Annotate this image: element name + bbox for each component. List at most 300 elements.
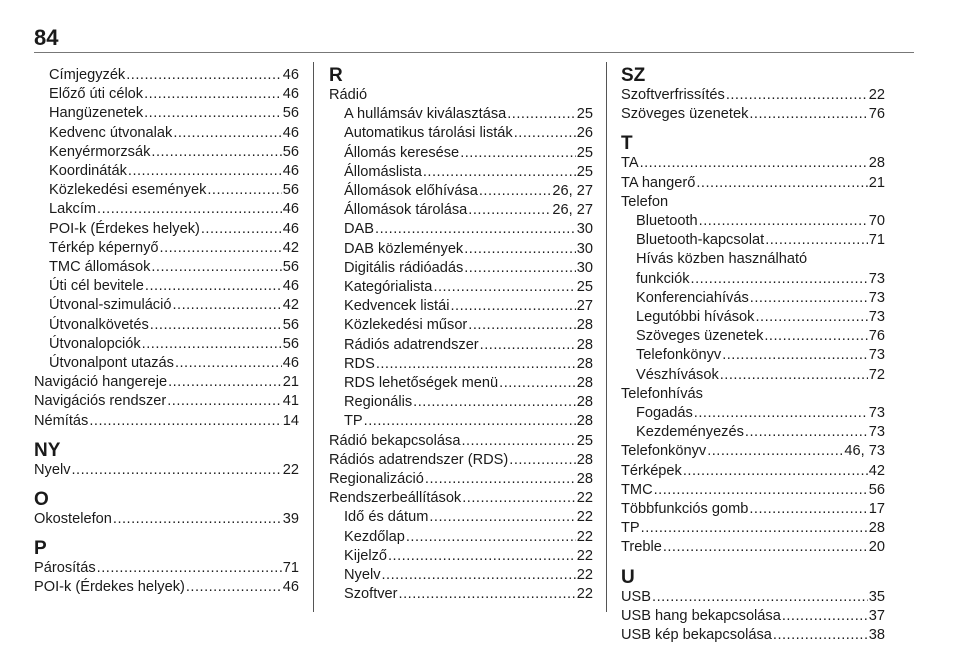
dot-leader bbox=[462, 489, 576, 508]
index-entry bbox=[34, 461, 299, 480]
entry-term: Útvonalopciók bbox=[49, 335, 141, 352]
dot-leader bbox=[406, 528, 576, 547]
index-subentry bbox=[34, 296, 299, 315]
entry-page-number: 56 bbox=[282, 105, 299, 122]
dot-leader bbox=[468, 201, 551, 220]
index-entry bbox=[621, 538, 885, 557]
entry-page-number: 46, 73 bbox=[844, 443, 885, 460]
index-subentry bbox=[329, 528, 593, 547]
entry-term: POI-k (Érdekes helyek) bbox=[49, 220, 200, 237]
entry-page-number: 46 bbox=[282, 355, 299, 372]
index-entry bbox=[621, 607, 885, 626]
entry-term: Kenyérmorzsák bbox=[49, 143, 151, 160]
entry-page-number: 46 bbox=[282, 579, 299, 596]
entry-term: DAB bbox=[344, 221, 375, 238]
index-subentry bbox=[329, 566, 593, 585]
entry-page-number: 56 bbox=[282, 316, 299, 333]
index-column-1 bbox=[34, 66, 299, 598]
index-entry bbox=[329, 489, 593, 508]
index-letter-heading: T bbox=[621, 133, 633, 155]
index-entry bbox=[621, 86, 885, 105]
index-subentry bbox=[34, 162, 299, 181]
entry-page-number: 25 bbox=[576, 144, 593, 161]
dot-leader bbox=[749, 500, 867, 519]
index-letter-heading: SZ bbox=[621, 65, 646, 86]
dot-leader bbox=[186, 578, 282, 597]
entry-page-number: 56 bbox=[868, 481, 885, 498]
entry-page-number: 22 bbox=[868, 87, 885, 103]
entry-term: Kedvencek listái bbox=[344, 298, 450, 315]
entry-term: Előző úti célok bbox=[49, 86, 144, 103]
index-entry bbox=[621, 462, 885, 481]
index-column-2 bbox=[329, 66, 593, 604]
dot-leader bbox=[652, 588, 868, 607]
entry-term: Útvonalkövetés bbox=[49, 316, 149, 333]
entry-term: Állomáslista bbox=[344, 163, 422, 180]
dot-leader bbox=[663, 538, 868, 557]
dot-leader bbox=[175, 354, 282, 373]
entry-term: Vészhívások bbox=[636, 366, 719, 383]
entry-term: Lakcím bbox=[49, 201, 97, 218]
dot-leader bbox=[399, 585, 576, 604]
dot-leader bbox=[172, 296, 281, 315]
index-subentry bbox=[34, 239, 299, 258]
dot-leader bbox=[382, 566, 576, 585]
entry-page-number: 27 bbox=[576, 298, 593, 315]
index-section bbox=[329, 66, 593, 604]
entry-page-number: 73 bbox=[868, 424, 885, 441]
index-section bbox=[621, 134, 885, 557]
index-entry bbox=[621, 385, 885, 404]
entry-page-number: 73 bbox=[868, 405, 885, 422]
entry-term: Fogadás bbox=[636, 405, 693, 422]
index-subentry bbox=[34, 200, 299, 219]
dot-leader bbox=[773, 626, 868, 645]
dot-leader bbox=[641, 519, 868, 538]
entry-term: Kezdőlap bbox=[344, 528, 405, 545]
index-subentry bbox=[329, 585, 593, 604]
index-subentry bbox=[329, 547, 593, 566]
column-divider-2 bbox=[606, 62, 607, 612]
entry-term: funkciók bbox=[636, 270, 690, 287]
entry-term: Nyelv bbox=[344, 567, 381, 584]
index-entry bbox=[621, 500, 885, 519]
dot-leader bbox=[722, 346, 868, 365]
entry-term: TP bbox=[621, 520, 640, 537]
dot-leader bbox=[97, 559, 282, 578]
index-subentry bbox=[329, 508, 593, 527]
index-entry bbox=[34, 559, 299, 578]
entry-page-number: 25 bbox=[576, 163, 593, 180]
index-letter-heading: U bbox=[621, 566, 635, 588]
entry-page-number: 73 bbox=[868, 289, 885, 306]
entry-page-number: 25 bbox=[576, 106, 593, 123]
index-entry bbox=[34, 392, 299, 411]
entry-page-number: 28 bbox=[868, 520, 885, 537]
index-entry bbox=[621, 442, 885, 461]
dot-leader bbox=[142, 335, 282, 354]
entry-term: Szoftverfrissítés bbox=[621, 87, 725, 103]
entry-term: Többfunkciós gomb bbox=[621, 501, 749, 518]
entry-page-number: 46 bbox=[282, 201, 299, 218]
index-subentry bbox=[329, 259, 593, 278]
entry-term: TMC bbox=[621, 481, 653, 498]
dot-leader bbox=[726, 86, 868, 105]
dot-leader bbox=[468, 316, 575, 335]
entry-term: Nyelv bbox=[34, 461, 71, 478]
dot-leader bbox=[480, 336, 576, 355]
index-subentry bbox=[34, 316, 299, 335]
entry-page-number: 28 bbox=[576, 451, 593, 468]
index-letter-heading: NY bbox=[34, 439, 61, 461]
index-subentry bbox=[34, 258, 299, 277]
dot-leader bbox=[749, 105, 867, 124]
entry-term: TMC állomások bbox=[49, 259, 151, 276]
index-subentry bbox=[34, 335, 299, 354]
index-entry bbox=[621, 193, 885, 212]
entry-term: Útvonal-szimuláció bbox=[49, 297, 172, 314]
index-entry bbox=[621, 105, 885, 124]
entry-term: TA bbox=[621, 155, 639, 172]
entry-term: Rádiós adatrendszer (RDS) bbox=[329, 451, 509, 468]
index-subentry bbox=[329, 297, 593, 316]
entry-term: Bluetooth-kapcsolat bbox=[636, 232, 765, 249]
index-subentry bbox=[329, 182, 593, 201]
entry-page-number: 46 bbox=[282, 163, 299, 180]
entry-term: Állomások előhívása bbox=[344, 183, 478, 200]
entry-term: USB kép bekapcsolása bbox=[621, 627, 772, 644]
index-entry bbox=[329, 470, 593, 489]
entry-term: Kategórialista bbox=[344, 279, 433, 296]
dot-leader bbox=[375, 220, 576, 239]
index-entry bbox=[329, 451, 593, 470]
entry-term: Címjegyzék bbox=[49, 67, 126, 83]
entry-page-number: 46 bbox=[282, 278, 299, 295]
dot-leader bbox=[683, 462, 868, 481]
index-section bbox=[34, 539, 299, 597]
entry-term: Digitális rádióadás bbox=[344, 259, 464, 276]
index-subentry bbox=[34, 220, 299, 239]
entry-page-number: 72 bbox=[868, 366, 885, 383]
index-subentry bbox=[621, 327, 885, 346]
entry-page-number: 28 bbox=[576, 394, 593, 411]
dot-leader bbox=[750, 289, 868, 308]
entry-page-number: 26, 27 bbox=[552, 202, 593, 219]
index-subentry bbox=[329, 355, 593, 374]
entry-page-number: 70 bbox=[868, 213, 885, 230]
dot-leader bbox=[425, 470, 576, 489]
entry-term: Szoftver bbox=[344, 586, 398, 603]
dot-leader bbox=[691, 270, 868, 289]
dot-leader bbox=[201, 220, 282, 239]
index-subentry bbox=[621, 308, 885, 327]
entry-term: Regionális bbox=[344, 394, 413, 411]
entry-page-number: 71 bbox=[868, 232, 885, 249]
dot-leader bbox=[128, 162, 282, 181]
dot-leader bbox=[113, 510, 282, 529]
dot-leader bbox=[150, 316, 282, 335]
entry-term: TP bbox=[344, 413, 363, 430]
index-subentry bbox=[329, 412, 593, 431]
dot-leader bbox=[145, 277, 282, 296]
index-subentry bbox=[329, 393, 593, 412]
entry-page-number: 42 bbox=[282, 297, 299, 314]
entry-page-number: 39 bbox=[282, 511, 299, 528]
entry-page-number: 46 bbox=[282, 86, 299, 103]
dot-leader bbox=[507, 105, 576, 124]
entry-page-number: 42 bbox=[868, 462, 885, 479]
entry-page-number: 73 bbox=[868, 309, 885, 326]
dot-leader bbox=[207, 181, 281, 200]
index-entry bbox=[329, 432, 593, 451]
entry-term: Párosítás bbox=[34, 560, 96, 577]
entry-page-number: 30 bbox=[576, 240, 593, 257]
entry-page-number: 56 bbox=[282, 259, 299, 276]
entry-term: Szöveges üzenetek bbox=[636, 328, 764, 345]
index-section bbox=[34, 66, 299, 431]
dot-leader bbox=[168, 373, 282, 392]
index-entry bbox=[621, 154, 885, 173]
index-subentry bbox=[34, 354, 299, 373]
dot-leader bbox=[126, 66, 282, 85]
dot-leader bbox=[755, 308, 867, 327]
dot-leader bbox=[173, 124, 281, 143]
entry-page-number: 26, 27 bbox=[552, 183, 593, 200]
entry-term: Térkép képernyő bbox=[49, 239, 159, 256]
dot-leader bbox=[499, 374, 576, 393]
entry-page-number: 20 bbox=[868, 539, 885, 556]
entry-term: Úti cél bevitele bbox=[49, 278, 144, 295]
entry-term: Kijelző bbox=[344, 547, 387, 564]
entry-term: Állomás keresése bbox=[344, 144, 460, 161]
entry-term: Navigációs rendszer bbox=[34, 393, 167, 410]
entry-term: TA hangerő bbox=[621, 174, 696, 191]
entry-term: Okostelefon bbox=[34, 511, 112, 528]
index-entry bbox=[34, 510, 299, 529]
index-subentry bbox=[329, 144, 593, 163]
entry-page-number: 14 bbox=[282, 412, 299, 429]
dot-leader bbox=[640, 154, 868, 173]
entry-page-number: 21 bbox=[282, 374, 299, 391]
entry-page-number: 76 bbox=[868, 328, 885, 345]
dot-leader bbox=[413, 393, 576, 412]
dot-leader bbox=[429, 508, 575, 527]
dot-leader bbox=[707, 442, 843, 461]
index-entry bbox=[621, 626, 885, 645]
entry-page-number: 28 bbox=[576, 336, 593, 353]
index-section bbox=[621, 66, 885, 124]
index-subentry bbox=[621, 250, 885, 269]
index-subentry bbox=[34, 124, 299, 143]
entry-page-number: 71 bbox=[282, 560, 299, 577]
index-subentry bbox=[34, 181, 299, 200]
index-subentry bbox=[329, 220, 593, 239]
dot-leader bbox=[509, 451, 576, 470]
dot-leader bbox=[167, 392, 282, 411]
index-subentry bbox=[621, 366, 885, 385]
entry-term: Konferenciahívás bbox=[636, 289, 749, 306]
index-subentry bbox=[329, 278, 593, 297]
entry-term: Közlekedési események bbox=[49, 182, 207, 199]
entry-page-number: 22 bbox=[576, 567, 593, 584]
dot-leader bbox=[151, 143, 281, 162]
entry-term: Regionalizáció bbox=[329, 471, 424, 488]
entry-term: USB hang bekapcsolása bbox=[621, 607, 781, 624]
entry-term: Koordináták bbox=[49, 163, 127, 180]
entry-page-number: 56 bbox=[282, 143, 299, 160]
dot-leader bbox=[745, 423, 868, 442]
index-entry bbox=[34, 412, 299, 431]
index-subentry bbox=[621, 270, 885, 289]
entry-term: Rádiós adatrendszer bbox=[344, 336, 479, 353]
index-subentry bbox=[329, 240, 593, 259]
entry-page-number: 56 bbox=[282, 182, 299, 199]
entry-term: Telefonkönyv bbox=[621, 443, 707, 460]
index-entry bbox=[34, 578, 299, 597]
dot-leader bbox=[144, 104, 282, 123]
entry-term: Treble bbox=[621, 539, 662, 556]
entry-term: DAB közlemények bbox=[344, 240, 464, 257]
entry-term: Térképek bbox=[621, 462, 682, 479]
index-subentry bbox=[329, 336, 593, 355]
entry-term: Legutóbbi hívások bbox=[636, 309, 755, 326]
index-subentry bbox=[621, 212, 885, 231]
dot-leader bbox=[160, 239, 282, 258]
index-entry bbox=[621, 174, 885, 193]
dot-leader bbox=[97, 200, 282, 219]
dot-leader bbox=[89, 412, 281, 431]
dot-leader bbox=[464, 259, 576, 278]
entry-term: USB bbox=[621, 588, 652, 605]
index-entry bbox=[329, 86, 593, 105]
index-subentry bbox=[329, 201, 593, 220]
entry-page-number: 35 bbox=[868, 588, 885, 605]
dot-leader bbox=[694, 404, 868, 423]
entry-page-number: 28 bbox=[576, 413, 593, 430]
entry-term: A hullámsáv kiválasztása bbox=[344, 106, 507, 123]
entry-term: Rádió bbox=[329, 87, 368, 103]
entry-page-number: 25 bbox=[576, 279, 593, 296]
dot-leader bbox=[654, 481, 868, 500]
index-subentry bbox=[621, 423, 885, 442]
entry-page-number: 73 bbox=[868, 270, 885, 287]
entry-term: Idő és dátum bbox=[344, 509, 429, 526]
entry-term: Kezdeményezés bbox=[636, 424, 744, 441]
dot-leader bbox=[720, 366, 868, 385]
index-subentry bbox=[329, 374, 593, 393]
index-subentry bbox=[34, 277, 299, 296]
entry-term: Közlekedési műsor bbox=[344, 317, 468, 334]
dot-leader bbox=[699, 212, 868, 231]
entry-page-number: 76 bbox=[868, 106, 885, 123]
index-subentry bbox=[329, 163, 593, 182]
entry-page-number: 30 bbox=[576, 221, 593, 238]
index-section bbox=[621, 568, 885, 645]
entry-page-number: 73 bbox=[868, 347, 885, 364]
index-column-3 bbox=[621, 66, 885, 645]
entry-page-number: 28 bbox=[868, 155, 885, 172]
entry-page-number: 22 bbox=[576, 547, 593, 564]
entry-page-number: 41 bbox=[282, 393, 299, 410]
dot-leader bbox=[696, 174, 867, 193]
index-subentry bbox=[329, 124, 593, 143]
entry-page-number: 22 bbox=[576, 586, 593, 603]
index-subentry bbox=[34, 104, 299, 123]
entry-page-number: 22 bbox=[576, 490, 593, 507]
dot-leader bbox=[479, 182, 552, 201]
entry-term: Hívás közben használható bbox=[636, 251, 808, 268]
entry-term: POI-k (Érdekes helyek) bbox=[34, 579, 185, 596]
entry-term: Telefonkönyv bbox=[636, 347, 722, 364]
entry-term: Hangüzenetek bbox=[49, 105, 144, 122]
dot-leader bbox=[364, 412, 576, 431]
dot-leader bbox=[460, 144, 576, 163]
entry-term: Kedvenc útvonalak bbox=[49, 124, 173, 141]
entry-term: Telefon bbox=[621, 193, 669, 210]
entry-page-number: 42 bbox=[282, 239, 299, 256]
column-divider-1 bbox=[313, 62, 314, 612]
entry-term: RDS lehetőségek menü bbox=[344, 375, 499, 392]
dot-leader bbox=[450, 297, 575, 316]
index-subentry bbox=[34, 143, 299, 162]
index-subentry bbox=[621, 346, 885, 365]
index-entry bbox=[621, 519, 885, 538]
entry-page-number: 28 bbox=[576, 355, 593, 372]
entry-page-number: 22 bbox=[576, 528, 593, 545]
entry-page-number: 46 bbox=[282, 220, 299, 237]
index-subentry bbox=[329, 105, 593, 124]
entry-page-number: 37 bbox=[868, 607, 885, 624]
index-letter-heading: O bbox=[34, 489, 49, 511]
index-subentry bbox=[621, 231, 885, 250]
entry-page-number: 25 bbox=[576, 432, 593, 449]
entry-term: Némítás bbox=[34, 412, 89, 429]
index-subentry bbox=[621, 289, 885, 308]
dot-leader bbox=[764, 327, 867, 346]
index-section bbox=[34, 490, 299, 529]
dot-leader bbox=[461, 432, 575, 451]
entry-term: RDS bbox=[344, 355, 375, 372]
entry-page-number: 28 bbox=[576, 375, 593, 392]
entry-page-number: 38 bbox=[868, 627, 885, 644]
index-letter-heading: R bbox=[329, 65, 343, 86]
entry-term: Automatikus tárolási listák bbox=[344, 125, 513, 142]
entry-page-number: 56 bbox=[282, 335, 299, 352]
dot-leader bbox=[433, 278, 575, 297]
index-subentry bbox=[34, 85, 299, 104]
dot-leader bbox=[464, 240, 576, 259]
index-subentry bbox=[34, 66, 299, 85]
entry-term: Telefonhívás bbox=[621, 385, 703, 402]
entry-page-number: 46 bbox=[282, 67, 299, 83]
page-number: 84 bbox=[34, 25, 59, 50]
dot-leader bbox=[514, 124, 576, 143]
entry-term: Állomások tárolása bbox=[344, 202, 468, 219]
dot-leader bbox=[388, 547, 576, 566]
index-entry bbox=[621, 588, 885, 607]
dot-leader bbox=[144, 85, 282, 104]
dot-leader bbox=[151, 258, 281, 277]
dot-leader bbox=[782, 607, 868, 626]
dot-leader bbox=[376, 355, 576, 374]
dot-leader bbox=[765, 231, 868, 250]
entry-page-number: 21 bbox=[868, 174, 885, 191]
entry-page-number: 28 bbox=[576, 471, 593, 488]
index-subentry bbox=[329, 316, 593, 335]
header-rule bbox=[34, 52, 914, 53]
entry-term: Útvonalpont utazás bbox=[49, 355, 174, 372]
entry-page-number: 26 bbox=[576, 125, 593, 142]
